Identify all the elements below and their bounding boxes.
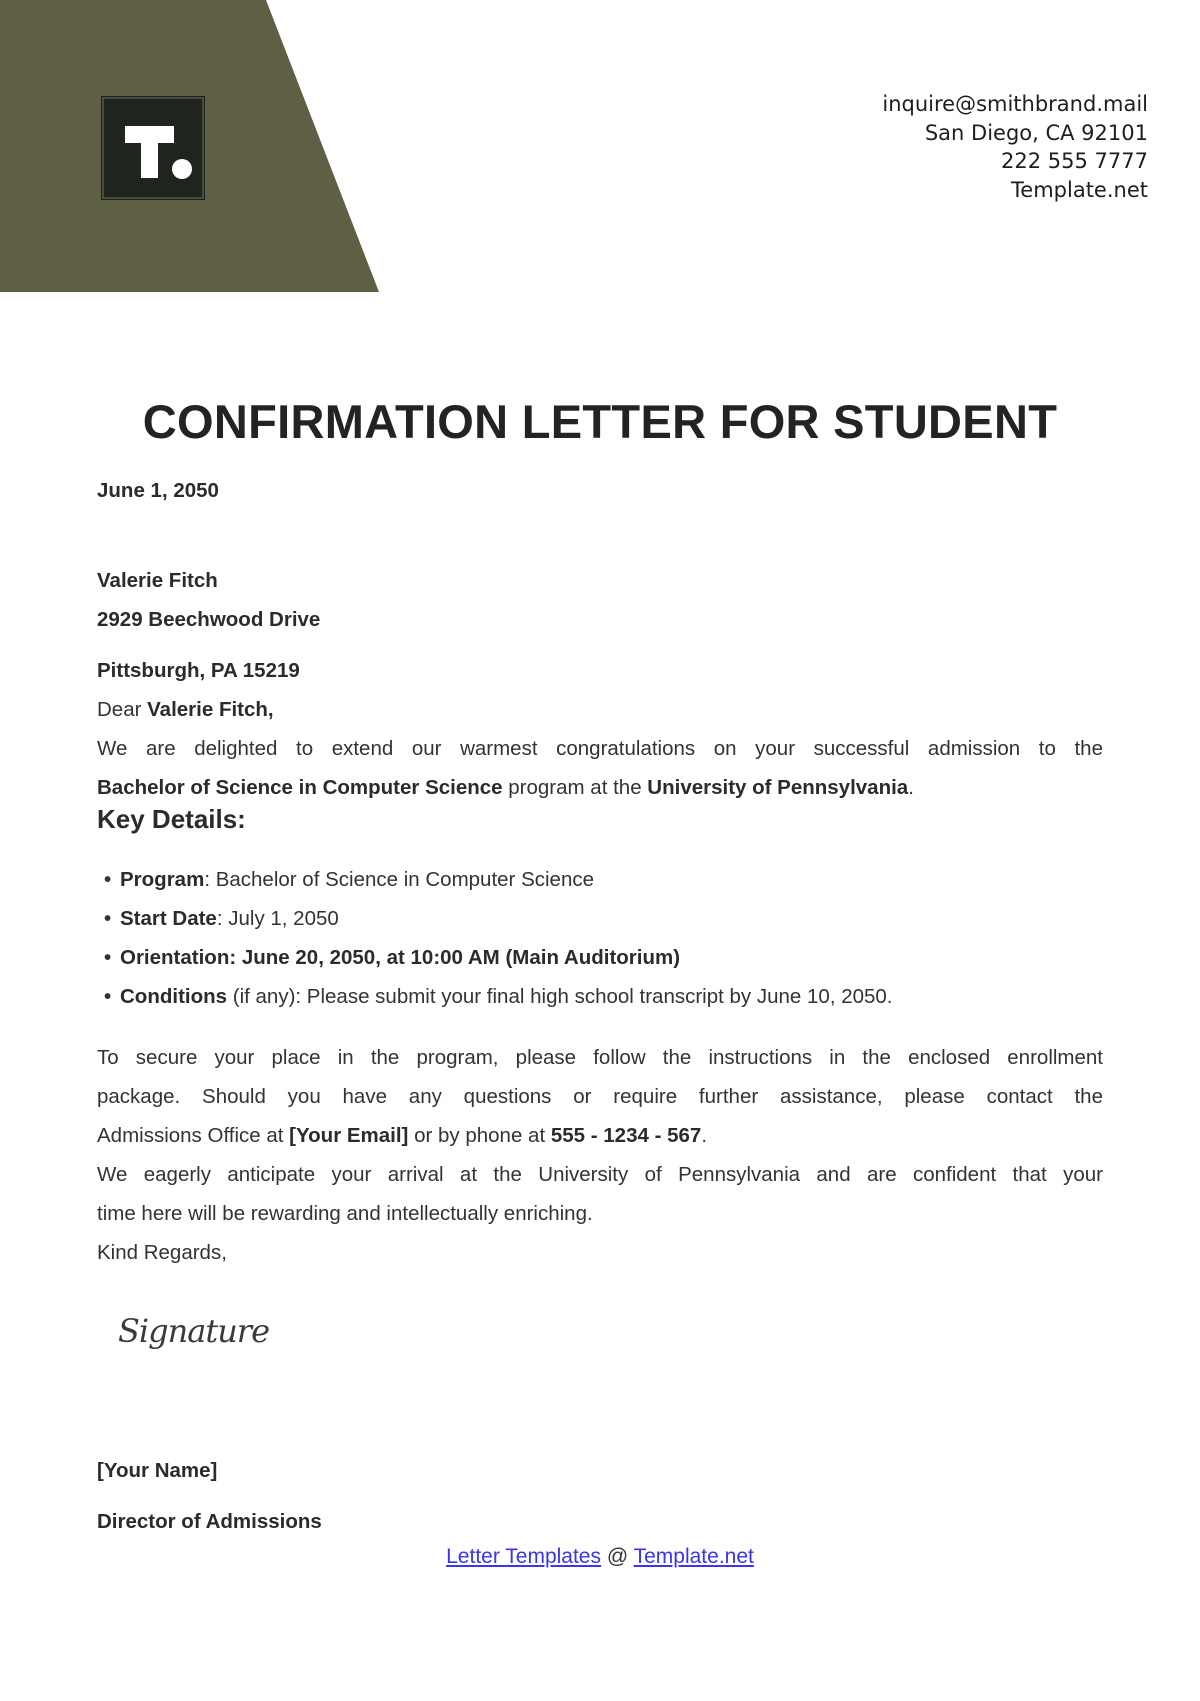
intro-middle: program at the <box>502 776 648 799</box>
signer-role-block <box>97 1502 1103 1541</box>
bullet-icon: • <box>104 868 112 891</box>
instructions-prefix: Admissions Office at <box>97 1124 290 1147</box>
intro-program: Bachelor of Science in Computer Science <box>97 776 503 799</box>
contact-website: Template.net <box>1011 177 1148 202</box>
contact-info <box>882 90 1148 204</box>
closing-line-2: time here will be rewarding and intellectually enriching. <box>97 1202 593 1225</box>
intro-line-2 <box>97 768 1103 807</box>
detail-item-orientation <box>104 938 893 977</box>
spacer <box>97 639 1103 651</box>
detail-value: : Bachelor of Science in Computer Science <box>204 868 595 891</box>
intro-university: University of Pennsylvania <box>647 776 909 799</box>
contact-phone-number: 555 - 1234 - 567 <box>550 1124 702 1147</box>
recipient-city: Pittsburgh, PA 15219 <box>97 659 300 682</box>
signer-role: Director of Admissions <box>97 1510 322 1533</box>
detail-label: Start Date <box>120 907 217 930</box>
recipient-block <box>97 561 1103 807</box>
template-net-link[interactable]: Template.net <box>633 1545 754 1568</box>
detail-label: Orientation: June 20, 2050, at 10:00 AM (Main Auditorium) <box>120 946 681 969</box>
footer <box>0 1545 1200 1569</box>
detail-item-start-date <box>104 899 893 938</box>
recipient-street: 2929 Beechwood Drive <box>97 608 321 631</box>
detail-label: Program <box>120 868 205 891</box>
signature-image: Signature <box>118 1312 270 1350</box>
detail-item-program <box>104 860 893 899</box>
closing-line-1: We eagerly anticipate your arrival at the University of Pennsylvania and are confident that your <box>97 1163 1103 1186</box>
contact-phone: 222 555 7777 <box>1001 149 1148 173</box>
instructions-end: . <box>701 1124 708 1147</box>
company-logo-icon <box>102 97 204 199</box>
intro-end: . <box>908 776 914 799</box>
instructions-mid: or by phone at <box>408 1124 551 1147</box>
footer-separator: @ <box>601 1545 634 1568</box>
key-details-heading: Key Details: <box>97 804 246 834</box>
closing-paragraph <box>97 1155 1103 1272</box>
email-placeholder: [Your Email] <box>289 1124 409 1147</box>
contact-email: inquire@smithbrand.mail <box>882 92 1148 116</box>
salutation-name: Valerie Fitch, <box>147 698 274 721</box>
instructions-paragraph <box>97 1038 1103 1155</box>
signer-name-block <box>97 1451 1103 1490</box>
letter-templates-link[interactable]: Letter Templates <box>446 1545 601 1568</box>
intro-line-1: We are delighted to extend our warmest congratulations on your successful admission to the <box>97 737 1103 760</box>
instructions-line-3 <box>97 1116 1103 1155</box>
signer-name: [Your Name] <box>97 1459 218 1482</box>
recipient-name: Valerie Fitch <box>97 569 218 592</box>
letter-date-block <box>97 471 1103 510</box>
detail-value: (if any): Please submit your final high school transcript by June 10, 2050. <box>227 985 893 1008</box>
contact-address: San Diego, CA 92101 <box>924 120 1148 145</box>
key-details-list <box>104 860 893 1016</box>
salutation <box>97 690 1103 729</box>
logo-t-stem <box>141 126 158 178</box>
logo-dot <box>172 159 192 179</box>
detail-label: Conditions <box>120 985 228 1008</box>
instructions-line-1: To secure your place in the program, please follow the instructions in the enclosed enrollment <box>97 1046 1103 1069</box>
detail-item-conditions <box>104 977 893 1016</box>
bullet-icon: • <box>104 907 112 930</box>
salutation-prefix: Dear <box>97 698 142 721</box>
instructions-line-2: package. Should you have any questions or require further assistance, please contact the <box>97 1085 1103 1108</box>
bullet-icon: • <box>104 985 112 1008</box>
page-title: CONFIRMATION LETTER FOR STUDENT <box>142 395 1058 448</box>
detail-value: : July 1, 2050 <box>216 907 339 930</box>
bullet-icon: • <box>104 946 112 969</box>
sign-off: Kind Regards, <box>97 1241 227 1264</box>
letter-date: June 1, 2050 <box>97 479 219 502</box>
